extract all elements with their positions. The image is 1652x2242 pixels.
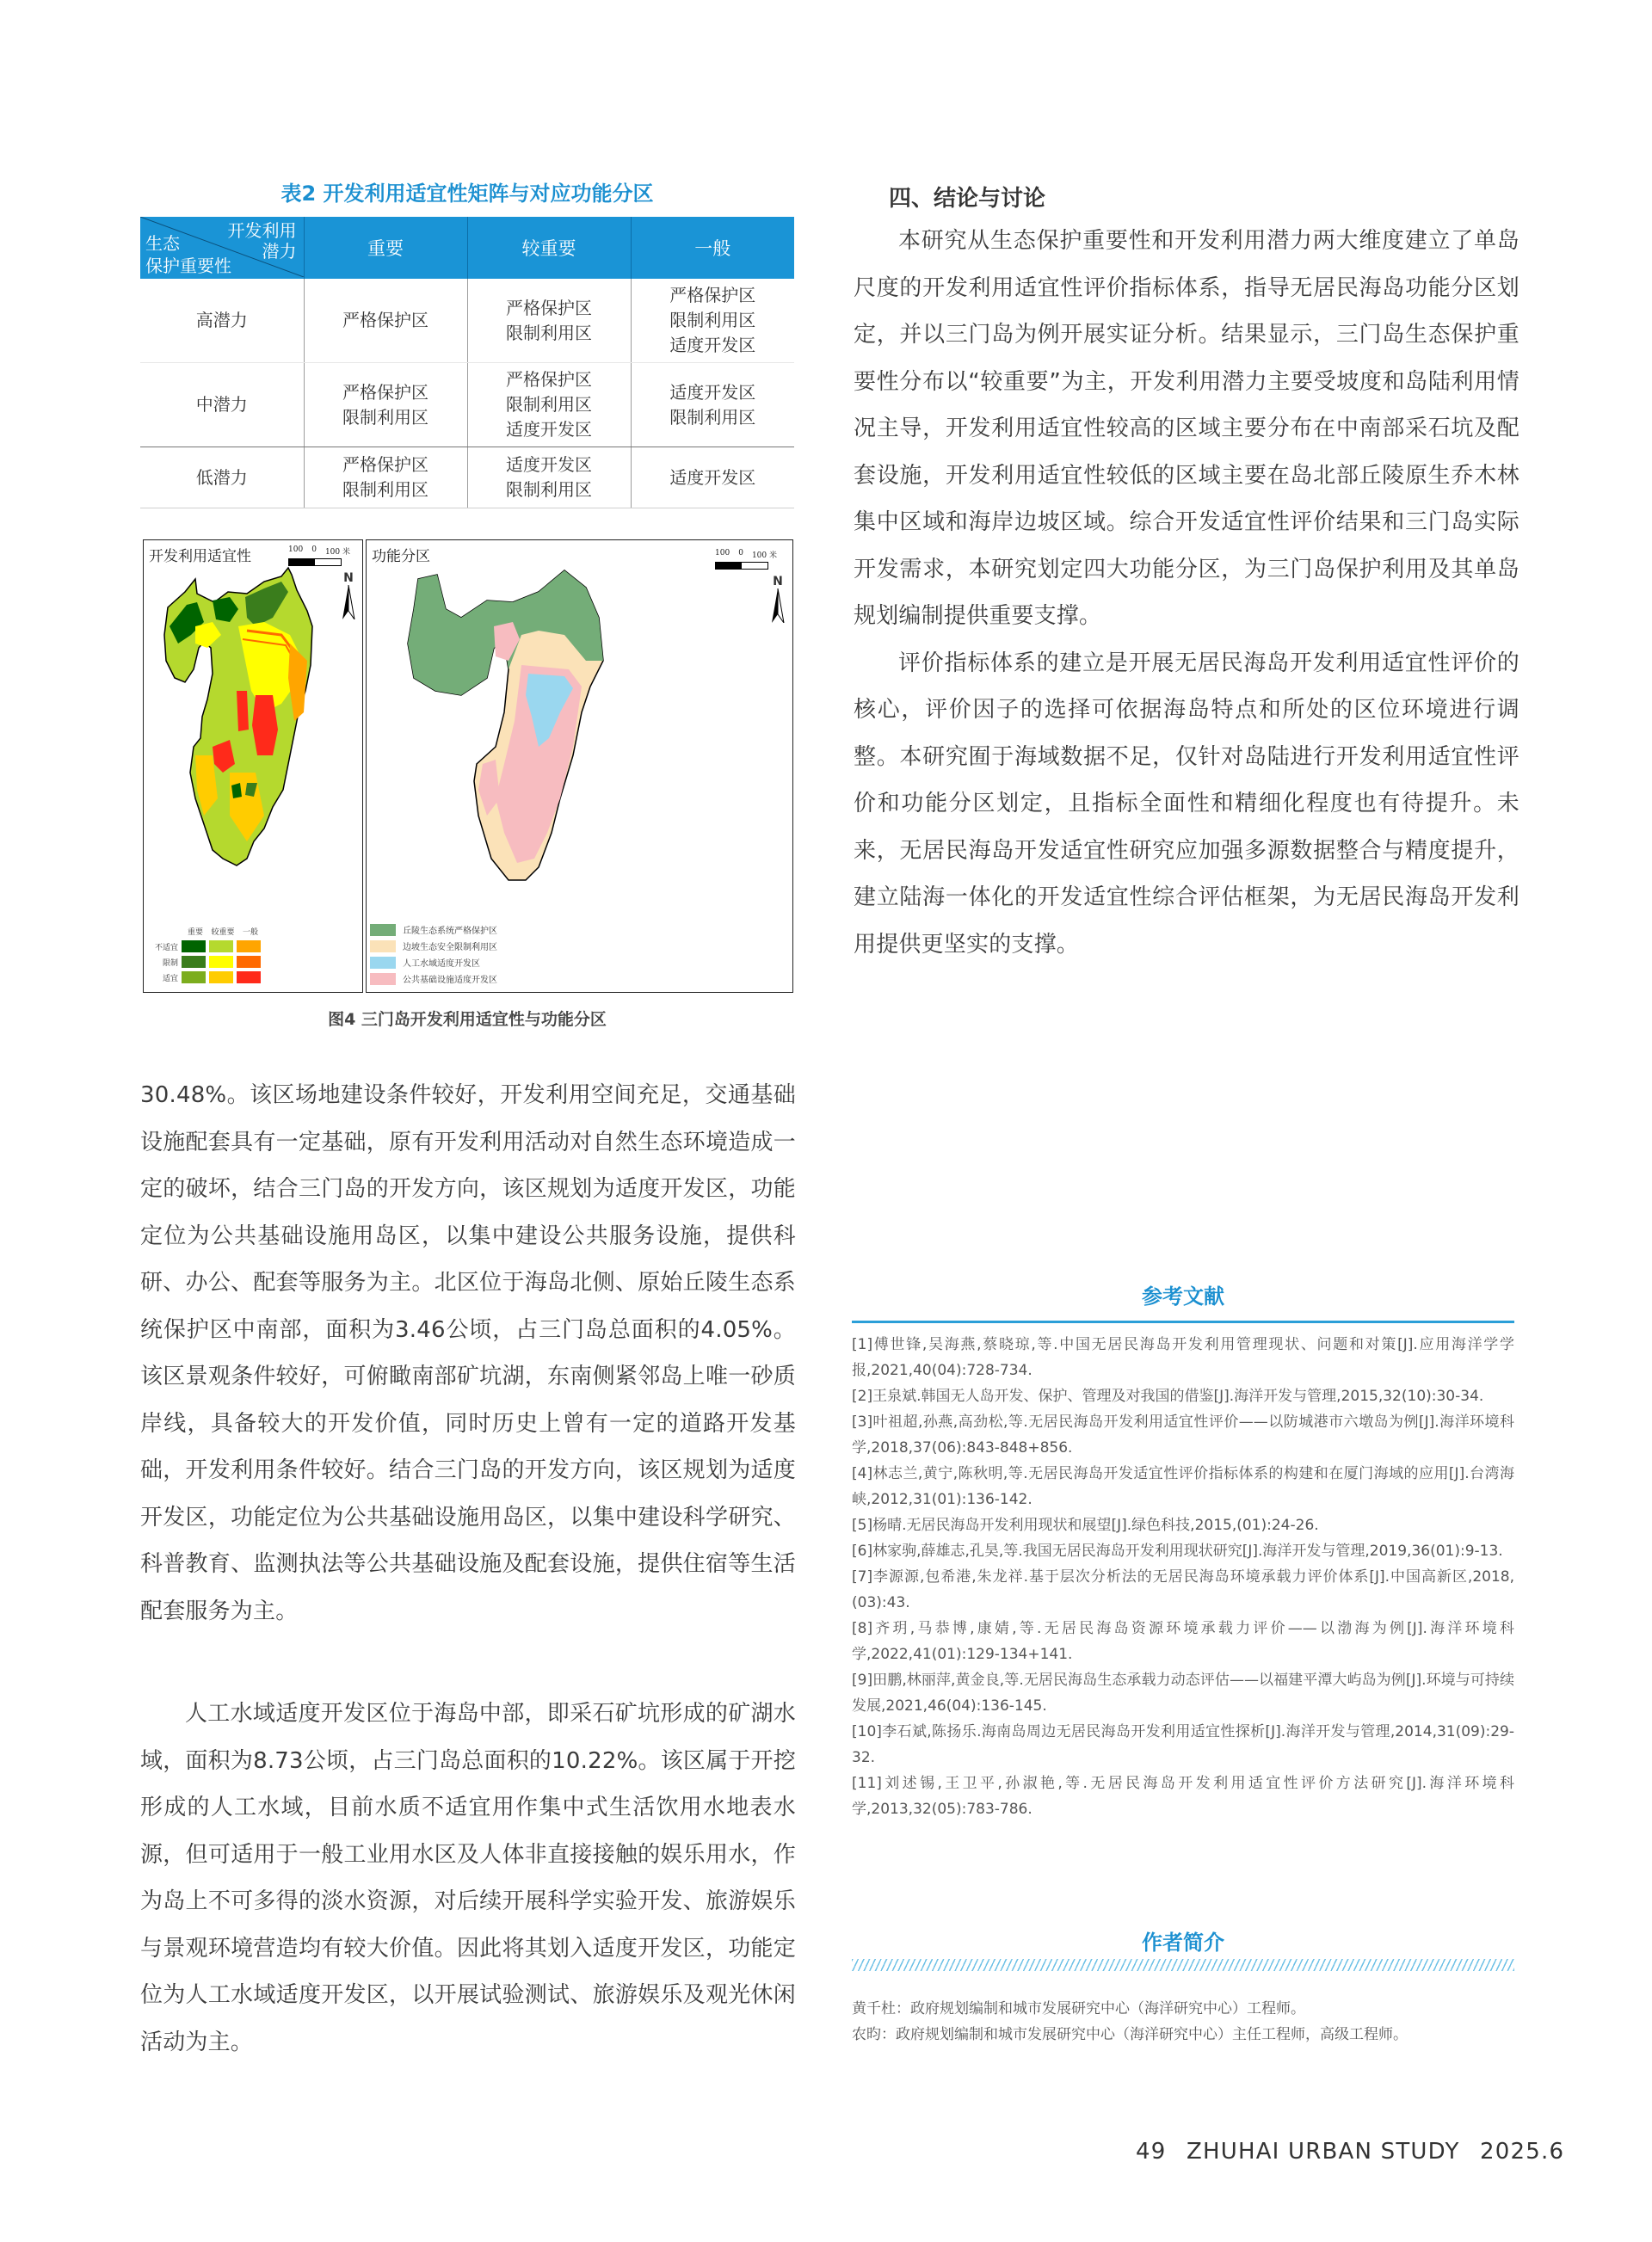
table-cell — [467, 363, 631, 447]
journal-name: ZHUHAI URBAN STUDY — [1186, 2139, 1460, 2165]
zone-label: 严格保护区 — [669, 285, 756, 305]
zone-label: 限制利用区 — [669, 406, 756, 428]
corner-eco-importance-label — [145, 232, 231, 277]
legend-row — [147, 954, 264, 970]
suitability-legend — [147, 923, 264, 985]
col-header-general: 一般 — [631, 217, 794, 279]
legend-row-label: 适宜 — [162, 974, 178, 983]
scale-label: 100 米 — [751, 551, 777, 560]
author-item: 黄千杜：政府规划编制和城市发展研究中心（海洋研究中心）工程师。 — [852, 2000, 1305, 2017]
legend-label: 边坡生态安全限制利用区 — [403, 943, 497, 952]
paragraph-water-zone: 人工水域适度开发区位于海岛中部，即采石矿坑形成的矿湖水域，面积为8.73公顷，占三门岛总面积的10.22%。该区属于开挖形成的人工水域，目前水质不适宜用作集中式生活饮用水地表水源，但可适用于一般工业用水区及人体非直接接触的娱乐用水，作为岛上不可多得的淡水资源，对后续开展科学实验开发、旅游娱乐与景观环境营造均有较大价值。因此将其划入适度开发区，功能定位为人工水域适度开发区，以开展试验测试、旅游娱乐及观光休闲活动为主。 — [140, 1701, 796, 2055]
zone-label: 适度开发区 — [506, 454, 592, 475]
legend-col-label: 较重要 — [211, 927, 235, 937]
legend-swatch — [182, 940, 206, 952]
table-cell — [467, 447, 631, 508]
page-footer — [1136, 2139, 1564, 2165]
table-corner-header — [140, 217, 304, 279]
corner-dev-potential-label — [228, 220, 297, 262]
scale-label: 100 — [715, 549, 730, 557]
legend-header-row — [147, 923, 264, 939]
legend-swatch — [370, 924, 396, 936]
legend-swatch — [237, 940, 261, 952]
reference-item: [6]林家驹,薛雄志,孔昊,等.我国无居民海岛开发利用现状研究[J].海洋开发与管理,2019,36(01):9-13. — [852, 1543, 1503, 1560]
zone-label: 限制利用区 — [506, 394, 592, 415]
legend-item — [370, 970, 497, 987]
zone-label: 严格保护区 — [506, 369, 592, 390]
legend-row — [147, 970, 264, 985]
zone-label: 限制利用区 — [506, 479, 592, 500]
reference-item: [5]杨晴.无居民海岛开发利用现状和展望[J].绿色科技,2015,(01):24-26. — [852, 1517, 1319, 1534]
corner-top-line1: 开发利用 — [227, 220, 297, 241]
table-cell — [467, 279, 631, 363]
table-cell — [304, 363, 467, 447]
table-header-row — [140, 217, 794, 279]
corner-top-line2: 潜力 — [262, 241, 297, 262]
reference-item: [3]叶祖超,孙燕,高劲松,等.无居民海岛开发利用适宜性评价——以防城港市六墩岛为例[J].海洋环境科学,2018,37(06):843-848+856. — [852, 1414, 1514, 1457]
author-intro-divider — [852, 1959, 1514, 1971]
paragraph-conclusion-1: 本研究从生态保护重要性和开发利用潜力两大维度建立了单岛尺度的开发利用适宜性评价指标体系，指导无居民海岛功能分区划定，并以三门岛为例开展实证分析。结果显示，三门岛生态保护重要性分布以“较重要”为主，开发利用潜力主要受坡度和岛陆利用情况主导，开发利用适宜性较高的区域主要分布在中南部采石坑及配套设施，开发利用适宜性较低的区域主要在岛北部丘陵原生乔木林集中区域和海岸边坡区域。综合开发适宜性评价结果和三门岛实际开发需求，本研究划定四大功能分区，为三门岛保护利用及其单岛规划编制提供重要支撑。 — [854, 228, 1519, 629]
legend-swatch — [182, 971, 206, 983]
row-header: 中潜力 — [140, 363, 304, 447]
legend-label: 丘陵生态系统严格保护区 — [403, 927, 497, 936]
zone-label: 适度开发区 — [669, 466, 756, 488]
col-header-fairly-important: 较重要 — [467, 217, 631, 279]
references-divider — [852, 1321, 1514, 1323]
table-row — [140, 279, 794, 363]
zone-label: 适度开发区 — [669, 335, 756, 355]
scale-label: 0 — [311, 545, 317, 554]
paragraph-conclusion-2: 评价指标体系的建立是开展无居民海岛开发利用适宜性评价的核心，评价因子的选择可依据海岛特点和所处的区位环境进行调整。本研究囿于海域数据不足，仅针对岛陆进行开发利用适宜性评价和功能分区划定，且指标全面性和精细化程度也有待提升。未来，无居民海岛开发适宜性研究应加强多源数据整合与精度提升，建立陆海一体化的开发适宜性综合评估框架，为无居民海岛开发利用提供更坚实的支撑。 — [854, 650, 1519, 958]
corner-bottom-line1: 生态 — [145, 233, 180, 254]
table-cell — [304, 279, 467, 363]
author-item: 农昀：政府规划编制和城市发展研究中心（海洋研究中心）主任工程师，高级工程师。 — [852, 2026, 1408, 2043]
scale-label: 100 — [288, 545, 304, 554]
row-header: 高潜力 — [140, 279, 304, 363]
table-row — [140, 447, 794, 508]
table-cell — [631, 363, 794, 447]
north-label: N — [343, 571, 354, 585]
zone-label: 适度开发区 — [506, 419, 592, 440]
function-zone-map-title: 功能分区 — [372, 548, 430, 565]
table-cell — [304, 447, 467, 508]
references-list — [852, 1332, 1514, 1822]
legend-item — [370, 954, 497, 970]
issue-number: 2025.6 — [1480, 2139, 1565, 2165]
figure-caption: 图4 三门岛开发利用适宜性与功能分区 — [328, 1010, 607, 1029]
section-heading-conclusion: 四、结论与讨论 — [889, 186, 1046, 212]
reference-item: [1]傅世锋,吴海燕,蔡晓琼,等.中国无居民海岛开发利用管理现状、问题和对策[J].应用海洋学学报,2021,40(04):728-734. — [852, 1336, 1514, 1379]
legend-swatch — [370, 957, 396, 969]
legend-swatch — [370, 973, 396, 985]
function-zone-map-panel — [366, 539, 793, 993]
suitability-matrix-table — [140, 217, 794, 508]
references-title: 参考文献 — [1142, 1284, 1224, 1309]
zone-label: 严格保护区 — [342, 454, 428, 475]
table-cell — [631, 279, 794, 363]
north-label: N — [773, 575, 783, 588]
zone-label: 限制利用区 — [506, 322, 592, 343]
author-intro-title: 作者简介 — [1142, 1931, 1224, 1955]
col-header-important: 重要 — [304, 217, 467, 279]
table-cell — [631, 447, 794, 508]
zone-label: 严格保护区 — [342, 381, 428, 403]
legend-swatch — [209, 940, 233, 952]
legend-label: 公共基础设施适度开发区 — [403, 976, 497, 985]
right-column-body — [854, 218, 1519, 968]
left-column-body — [140, 1072, 796, 1635]
reference-item: [9]田鹏,林丽萍,黄金良,等.无居民海岛生态承载力动态评估——以福建平潭大屿岛为例[J].环境与可持续发展,2021,46(04):136-145. — [852, 1672, 1514, 1715]
table-title: 表2 开发利用适宜性矩阵与对应功能分区 — [280, 182, 654, 206]
legend-label: 人工水域适度开发区 — [403, 959, 480, 969]
legend-swatch — [209, 956, 233, 968]
reference-item: [4]林志兰,黄宁,陈秋明,等.无居民海岛开发适宜性评价指标体系的构建和在厦门海域的应用[J].台湾海峡,2012,31(01):136-142. — [852, 1465, 1514, 1508]
function-zone-legend — [370, 921, 497, 987]
page-number: 49 — [1136, 2139, 1167, 2165]
scale-label: 100 米 — [324, 548, 350, 557]
reference-item: [2]王泉斌.韩国无人岛开发、保护、管理及对我国的借鉴[J].海洋开发与管理,2015,32(10):30-34. — [852, 1388, 1484, 1405]
legend-col-label: 一般 — [242, 927, 258, 937]
legend-swatch — [237, 956, 261, 968]
reference-item: [8]齐玥,马恭博,康婧,等.无居民海岛资源环境承载力评价——以渤海为例[J].海洋环境科学,2022,41(01):129-134+141. — [852, 1620, 1514, 1663]
corner-bottom-line2: 保护重要性 — [145, 256, 231, 276]
legend-col-label: 重要 — [187, 927, 203, 937]
suitability-map-title: 开发利用适宜性 — [149, 548, 251, 565]
zone-label: 限制利用区 — [669, 310, 756, 330]
zone-label: 限制利用区 — [342, 406, 428, 428]
reference-item: [11]刘述锡,王卫平,孙淑艳,等.无居民海岛开发利用适宜性评价方法研究[J].海洋环境科学,2013,32(05):783-786. — [852, 1775, 1514, 1818]
legend-swatch — [237, 971, 261, 983]
legend-swatch — [370, 940, 396, 952]
row-header: 低潜力 — [140, 447, 304, 508]
legend-row-label: 不适宜 — [154, 943, 178, 952]
left-column-body-2 — [140, 1691, 796, 2066]
legend-item — [370, 938, 497, 954]
legend-item — [370, 921, 497, 938]
author-intro-list — [852, 1996, 1514, 2048]
table-row — [140, 363, 794, 447]
legend-row — [147, 939, 264, 954]
zone-label: 严格保护区 — [506, 297, 592, 318]
legend-swatch — [209, 971, 233, 983]
legend-row-label: 限制 — [162, 958, 178, 968]
zone-label: 限制利用区 — [342, 479, 428, 500]
reference-item: [10]李石斌,陈扬乐.海南岛周边无居民海岛开发利用适宜性探析[J].海洋开发与管理,2014,31(09):29-32. — [852, 1723, 1514, 1766]
zone-label: 严格保护区 — [342, 310, 428, 330]
scale-label: 0 — [738, 549, 743, 557]
legend-swatch — [182, 956, 206, 968]
reference-item: [7]李源源,包希港,朱龙祥.基于层次分析法的无居民海岛环境承载力评价体系[J].中国高新区,2018,(03):43. — [852, 1568, 1514, 1611]
paragraph-north-zone: 30.48%。该区场地建设条件较好，开发利用空间充足，交通基础设施配套具有一定基础，原有开发利用活动对自然生态环境造成一定的破坏，结合三门岛的开发方向，该区规划为适度开发区，功能定位为公共基础设施用岛区，以集中建设公共服务设施，提供科研、办公、配套等服务为主。北区位于海岛北侧、原始丘陵生态系统保护区中南部，面积为3.46公顷，占三门岛总面积的4.05%。该区景观条件较好，可俯瞰南部矿坑湖，东南侧紧邻岛上唯一砂质岸线，具备较大的开发价值，同时历史上曾有一定的道路开发基础，开发利用条件较好。结合三门岛的开发方向，该区规划为适度开发区，功能定位为公共基础设施用岛区，以集中建设科学研究、科普教育、监测执法等公共基础设施及配套设施，提供住宿等生活配套服务为主。 — [140, 1082, 796, 1624]
zone-label: 适度开发区 — [669, 381, 756, 403]
suitability-map-panel — [143, 539, 363, 993]
